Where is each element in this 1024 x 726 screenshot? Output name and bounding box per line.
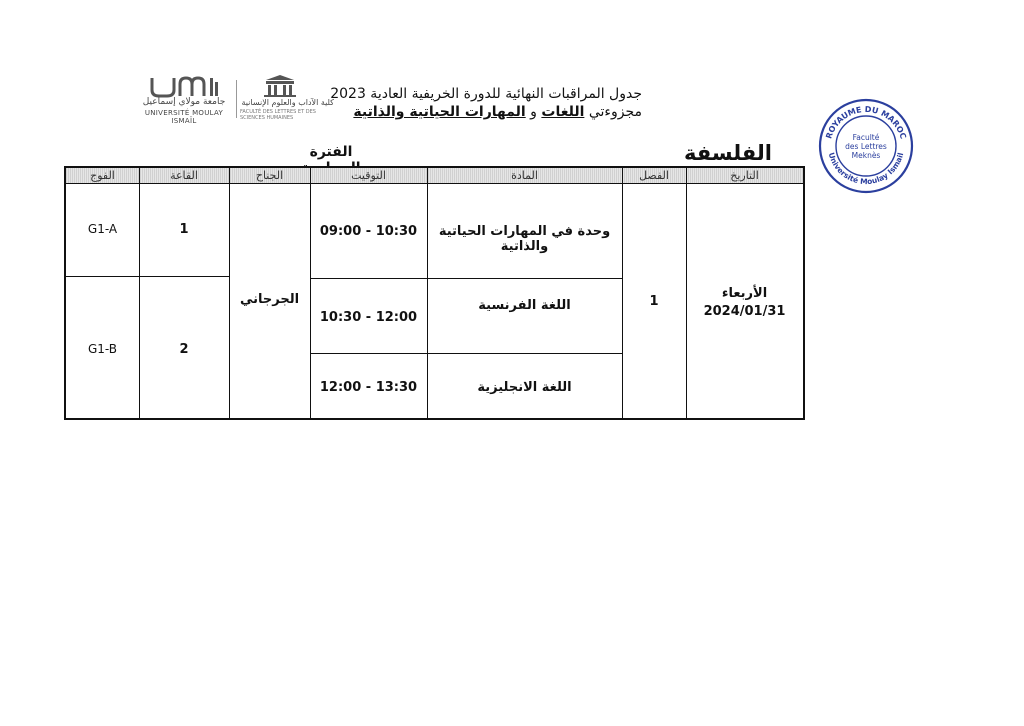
period-title: الفترة — [309, 144, 353, 160]
university-name-fr: UNIVERSITÉ MOULAY ISMAÏL — [144, 109, 224, 125]
faculty-name-ar: كلية الآداب والعلوم الإنسانية — [241, 98, 334, 107]
header-wing: الجناح — [255, 169, 284, 182]
column-divider — [622, 168, 623, 418]
logo-divider — [236, 80, 237, 118]
exam-schedule-table — [64, 166, 805, 420]
document-subtitle — [353, 104, 642, 120]
group-g1b: G1-B — [87, 342, 118, 356]
university-logo — [136, 76, 232, 125]
time-slot-1: 09:00 - 10:30 — [319, 224, 418, 239]
row-divider — [66, 276, 229, 277]
room-g1b: 2 — [179, 342, 189, 357]
stamp-top-text: ROYAUME DU MAROC — [824, 104, 908, 140]
stamp-center-line2: des Lettres — [845, 142, 887, 151]
subtitle-module-skills: المهارات الحياتية والذاتية — [353, 104, 526, 120]
faculty-logo — [238, 74, 336, 120]
header-time: التوقيت — [351, 169, 386, 182]
room-g1a: 1 — [179, 222, 189, 237]
header-subject: المادة — [511, 169, 538, 182]
time-slot-3: 12:00 - 13:30 — [319, 380, 418, 395]
header-group: الفوج — [90, 169, 115, 182]
row-divider — [310, 353, 622, 354]
stamp-bottom-text: Université Moulay Ismail — [826, 151, 906, 187]
header-date: التاريخ — [730, 169, 759, 182]
faculty-stamp — [816, 96, 916, 196]
subject-french: اللغة الفرنسية — [478, 298, 571, 313]
faculty-name-fr: FACULTÉ DES LETTRES ET DES SCIENCES HUMAINES — [240, 109, 316, 121]
subtitle-module-languages: اللغات — [541, 104, 585, 120]
row-divider — [310, 278, 622, 279]
group-g1a: G1-A — [87, 222, 118, 236]
subject-english: اللغة الانجليزية — [477, 380, 572, 395]
stamp-center-line1: Faculté — [852, 133, 880, 142]
umi-logo-mark — [148, 76, 222, 98]
semester-value: 1 — [649, 294, 659, 309]
subject-skills: وحدة في المهارات الحياتية والذاتية — [438, 224, 611, 254]
column-divider — [139, 168, 140, 418]
time-slot-2: 10:30 - 12:00 — [319, 310, 418, 325]
header-semester: الفصل — [639, 169, 669, 182]
header-room: القاعة — [170, 169, 198, 182]
department-title: الفلسفة — [684, 141, 772, 165]
university-name-ar: جامعة مولاي إسماعيل — [142, 97, 226, 107]
date-day: الأربعاء — [721, 286, 768, 301]
wing-value: الجرجاني — [239, 292, 300, 307]
subtitle-and: و — [530, 104, 537, 120]
document-title: جدول المراقبات النهائية للدورة الخريفية العادية 2023 — [330, 86, 642, 102]
subtitle-prefix: مجزوءتي — [588, 104, 642, 120]
date-value: 2024/01/31 — [703, 304, 786, 319]
stamp-center-line3: Meknès — [851, 151, 881, 160]
faculty-building-icon — [260, 74, 300, 98]
